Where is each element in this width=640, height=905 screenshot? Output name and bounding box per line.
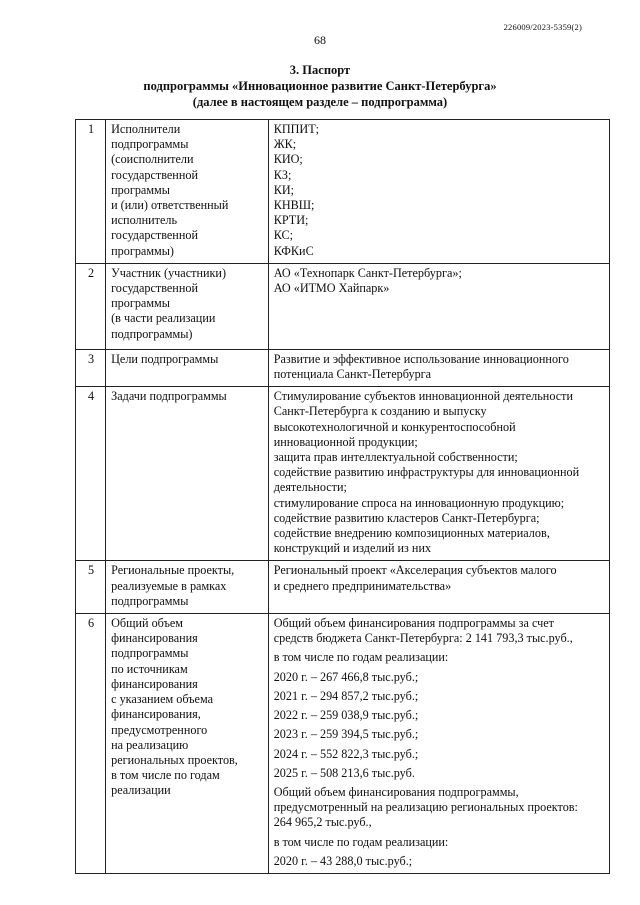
value-line: 2020 г. – 267 466,8 тыс.руб.; <box>273 669 419 684</box>
row-number: 1 <box>76 120 106 264</box>
heading-line-2: подпрограммы «Инновационное развитие Санкт-Петербурга» <box>143 79 497 93</box>
passport-table <box>75 119 610 874</box>
value-line: Стимулирование субъектов инновационной деятельности <box>273 389 573 404</box>
value-line: 2025 г. – 508 213,6 тыс.руб. <box>273 765 415 780</box>
row-value <box>268 561 609 614</box>
value-line: АО «Технопарк Санкт-Петербурга»; <box>273 265 462 280</box>
row-number: 3 <box>76 349 106 386</box>
value-line: 2022 г. – 259 038,9 тыс.руб.; <box>273 708 419 723</box>
value-line: деятельности; <box>273 480 347 495</box>
row-label <box>106 561 269 614</box>
value-line: АО «ИТМО Хайпарк» <box>273 281 390 296</box>
value-line: высокотехнологичной и конкурентоспособной <box>273 419 516 434</box>
label-line: программы) <box>111 243 174 258</box>
label-line: с указанием объема <box>111 692 213 707</box>
value-line: содействие развитию кластеров Санкт-Петербурга; <box>273 510 540 525</box>
value-line: КИО; <box>273 152 303 167</box>
heading-line-3: (далее в настоящем разделе – подпрограмма) <box>192 95 448 109</box>
row-number: 4 <box>76 387 106 561</box>
label-line: Общий объем <box>111 616 184 631</box>
page-number: 68 <box>314 33 326 47</box>
value-line: стимулирование спроса на инновационную продукцию; <box>273 495 565 510</box>
label-line: по источникам <box>111 661 188 676</box>
label-line: (в части реализации <box>111 311 216 326</box>
label-line: Задачи подпрограммы <box>111 389 227 404</box>
value-line: средств бюджета Санкт-Петербурга: 2 141 793,3 тыс.руб., <box>273 631 573 646</box>
value-line: предусмотренный на реализацию региональных проектов: <box>273 800 578 815</box>
row-value <box>268 387 609 561</box>
label-line: Региональные проекты, <box>111 563 235 578</box>
label-line: подпрограммы <box>111 593 189 608</box>
value-line: Развитие и эффективное использование инновационного <box>273 351 569 366</box>
value-line: защита прав интеллектуальной собственности; <box>273 450 518 465</box>
value-line: 2023 г. – 259 394,5 тыс.руб.; <box>273 727 419 742</box>
value-line: Общий объем финансирования подпрограммы за счет <box>273 616 554 631</box>
label-line: реализуемые в рамках <box>111 578 227 593</box>
label-line: подпрограммы <box>111 137 189 152</box>
value-line: Региональный проект «Акселерация субъектов малого <box>273 563 557 578</box>
label-line: (соисполнители <box>111 152 194 167</box>
row-value <box>268 120 609 264</box>
label-line: на реализацию <box>111 737 189 752</box>
document-id: 226009/2023-5359(2) <box>503 22 582 32</box>
value-line: КППИТ; <box>273 122 320 136</box>
value-line: потенциала Санкт-Петербурга <box>273 367 432 382</box>
label-line: подпрограммы) <box>111 326 193 341</box>
label-line: программы <box>111 296 170 311</box>
table-row <box>76 263 610 349</box>
value-line: конструкций и изделий из них <box>273 541 432 556</box>
label-line: программы <box>111 182 170 197</box>
value-line: и среднего предпринимательства» <box>273 578 452 593</box>
label-line: финансирования <box>111 676 198 691</box>
label-line: и (или) ответственный <box>111 198 229 213</box>
value-line: КЗ; <box>273 167 292 182</box>
row-label <box>106 349 269 386</box>
label-line: Исполнители <box>111 122 181 136</box>
value-line: КС; <box>273 228 294 243</box>
label-line: реализации <box>111 783 171 798</box>
label-line: государственной <box>111 281 198 296</box>
value-line: КНВШ; <box>273 198 315 213</box>
label-line: в том числе по годам <box>111 768 220 783</box>
row-value <box>268 614 609 874</box>
value-line: 2024 г. – 552 822,3 тыс.руб.; <box>273 746 419 761</box>
table-row <box>76 349 610 386</box>
row-value <box>268 263 609 349</box>
value-line: КРТИ; <box>273 213 309 228</box>
label-line: финансирования <box>111 631 198 646</box>
label-line: подпрограммы <box>111 646 189 661</box>
label-line: государственной <box>111 228 198 243</box>
label-line: финансирования, <box>111 707 201 722</box>
value-line: КИ; <box>273 182 295 197</box>
value-line: Общий объем финансирования подпрограммы, <box>273 784 519 799</box>
row-number: 6 <box>76 614 106 874</box>
label-line: региональных проектов, <box>111 752 238 767</box>
row-label <box>106 614 269 874</box>
label-line: Цели подпрограммы <box>111 351 219 366</box>
row-number: 5 <box>76 561 106 614</box>
label-line: предусмотренного <box>111 722 208 737</box>
heading-line-1: 3. Паспорт <box>289 63 351 77</box>
value-line: 2020 г. – 43 288,0 тыс.руб.; <box>273 853 413 868</box>
value-line: 2021 г. – 294 857,2 тыс.руб.; <box>273 688 419 703</box>
value-line: 264 965,2 тыс.руб., <box>273 815 372 830</box>
value-line: ЖК; <box>273 137 297 152</box>
value-line: в том числе по годам реализации: <box>273 834 449 849</box>
value-line: в том числе по годам реализации: <box>273 650 449 665</box>
label-line: государственной <box>111 167 198 182</box>
label-line: Участник (участники) <box>111 265 226 280</box>
row-label <box>106 263 269 349</box>
row-label <box>106 387 269 561</box>
value-line: Санкт-Петербурга к созданию и выпуску <box>273 404 487 419</box>
table-row <box>76 614 610 874</box>
table-row <box>76 561 610 614</box>
value-line: содействие развитию инфраструктуры для инновационной <box>273 465 580 480</box>
row-number: 2 <box>76 263 106 349</box>
section-heading <box>0 62 640 110</box>
value-line: инновационной продукции; <box>273 434 418 449</box>
row-label <box>106 120 269 264</box>
table-row <box>76 387 610 561</box>
label-line: исполнитель <box>111 213 177 228</box>
value-line: содействие внедрению композиционных материалов, <box>273 526 550 541</box>
row-value <box>268 349 609 386</box>
value-line: КФКиС <box>273 243 314 258</box>
table-row <box>76 120 610 264</box>
